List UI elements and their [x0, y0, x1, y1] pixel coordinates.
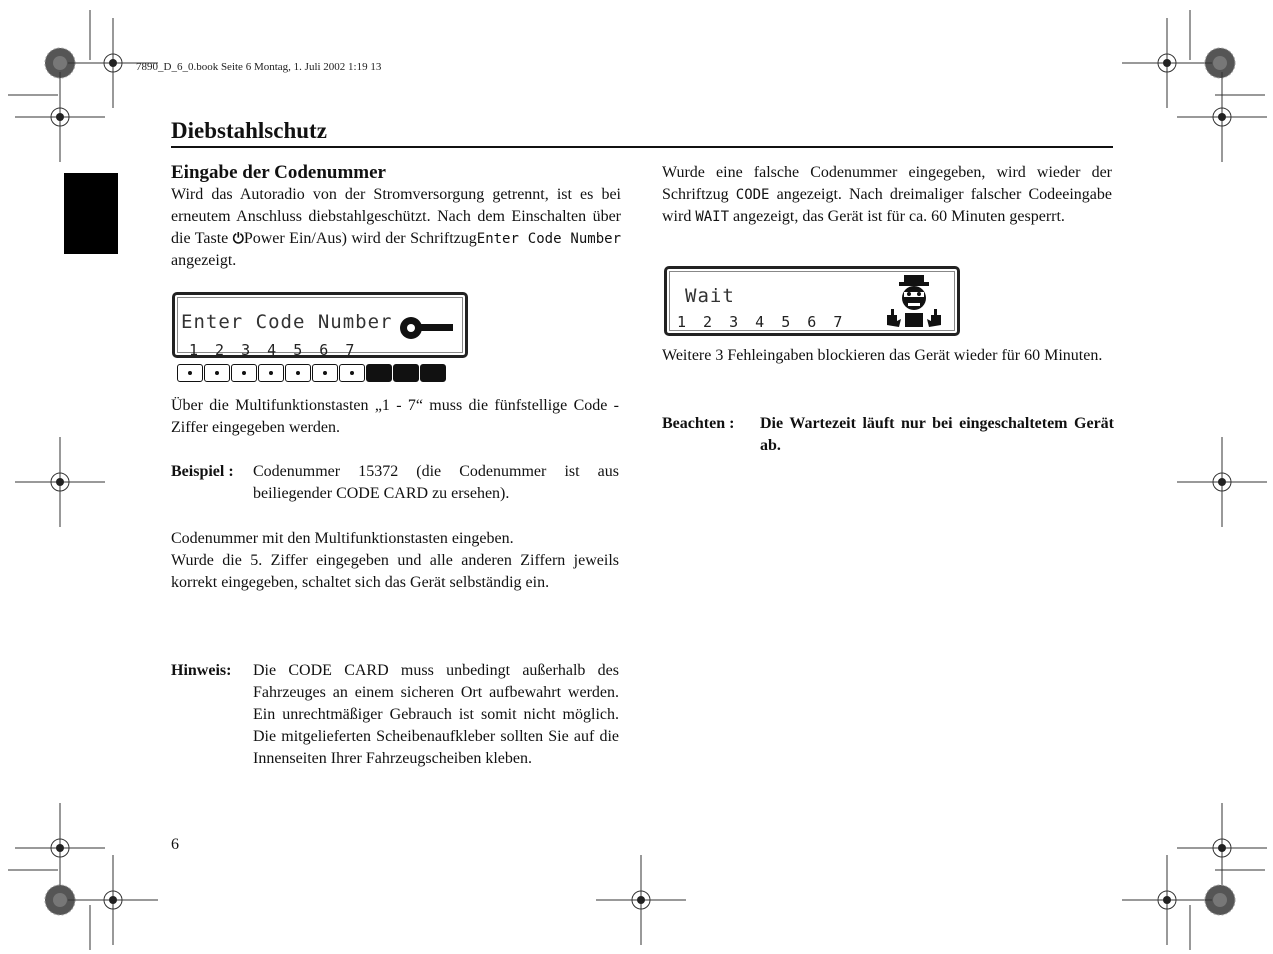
hinweis-block [171, 660, 619, 770]
page-number: 6 [171, 836, 179, 853]
chapter-tab [64, 173, 118, 254]
wrong-code-paragraph [662, 162, 1112, 228]
code-mono-text: CODE [735, 187, 770, 203]
title-rule [171, 146, 1113, 148]
code-led-3 [231, 364, 257, 382]
left-column [171, 162, 621, 272]
display-numbers: 1 2 3 4 5 6 7 [189, 341, 355, 359]
beachten-text: Die Wartezeit läuft nur bei eingeschaltetem Gerät ab. [760, 415, 1114, 454]
enter-paragraph: Codenummer mit den Multifunktionstasten eingeben. [171, 530, 514, 547]
page-title: Diebstahlschutz [171, 118, 327, 143]
code-led-5 [285, 364, 311, 382]
code-led-2 [204, 364, 230, 382]
hinweis-text: Die CODE CARD muss unbedingt außerhalb des Fahrzeuges an einem sicheren Ort aufbewahrt werden. Ein unrechtmäßiger Gebrauch ist somit nicht möglich. Die mitgelieferten Scheibenaufkleber sollten Sie auf die Innenseiten Ihrer Fahrzeugscheiben kleben. [253, 662, 619, 767]
beispiel-block [171, 461, 619, 505]
beachten-label: Beachten : [662, 415, 735, 432]
hinweis-label: Hinweis: [171, 662, 232, 679]
thief-icon [883, 273, 945, 329]
wrong-text-2: angezeigt. Nach dreimaliger falscher Codeeingabe wird [662, 186, 1112, 225]
wait-display [664, 266, 960, 336]
intro-mono-text: Enter Code Number [476, 231, 621, 247]
code-led-8 [366, 364, 392, 382]
wrong-text-1: Wurde eine falsche Codenummer eingegeben, wird wieder der Schriftzug [662, 164, 1112, 203]
code-led-1 [177, 364, 203, 382]
wait-display-text: Wait [685, 285, 735, 307]
multi-paragraph: Über die Multifunktionstasten „1 - 7“ muss die fünfstellige Code - Ziffer eingegeben werden. [171, 397, 619, 436]
beispiel-text: Codenummer 15372 (die Codenummer ist aus beiliegender CODE CARD zu ersehen). [253, 463, 619, 502]
print-header: 7890_D_6_0.book Seite 6 Montag, 1. Juli 2002 1:19 13 [136, 61, 382, 73]
intro-text-2: Power Ein/Aus) wird der Schriftzug [243, 230, 477, 247]
enter-code-display [172, 292, 468, 358]
beachten-block [662, 413, 1114, 457]
beispiel-label: Beispiel : [171, 463, 234, 480]
intro-text-1: Wird das Autoradio von der Stromversorgung getrennt, ist es bei erneutem Anschluss diebstahlgeschützt. Nach dem Einschalten über die Taste [171, 186, 621, 247]
code-led-10 [420, 364, 446, 382]
more-paragraph: Weitere 3 Fehleingaben blockieren das Gerät wieder für 60 Minuten. [662, 347, 1103, 364]
code-led-row [177, 364, 446, 382]
after-paragraph: Wurde die 5. Ziffer eingegeben und alle anderen Ziffern jeweils korrekt eingegeben, schaltet sich das Gerät selbständig ein. [171, 552, 619, 591]
wrong-text-3: angezeigt, das Gerät ist für ca. 60 Minuten gesperrt. [729, 208, 1065, 225]
display-text: Enter Code Number [181, 311, 393, 333]
wait-mono-text: WAIT [695, 209, 730, 225]
code-led-9 [393, 364, 419, 382]
section-heading: Eingabe der Codenummer [171, 162, 386, 183]
code-led-6 [312, 364, 338, 382]
wait-display-numbers: 1 2 3 4 5 6 7 [677, 313, 843, 331]
intro-text-3: angezeigt. [171, 252, 237, 269]
code-led-7 [339, 364, 365, 382]
key-icon [397, 313, 455, 343]
power-icon: ⏻ [232, 231, 244, 247]
code-led-4 [258, 364, 284, 382]
intro-paragraph [171, 184, 621, 272]
